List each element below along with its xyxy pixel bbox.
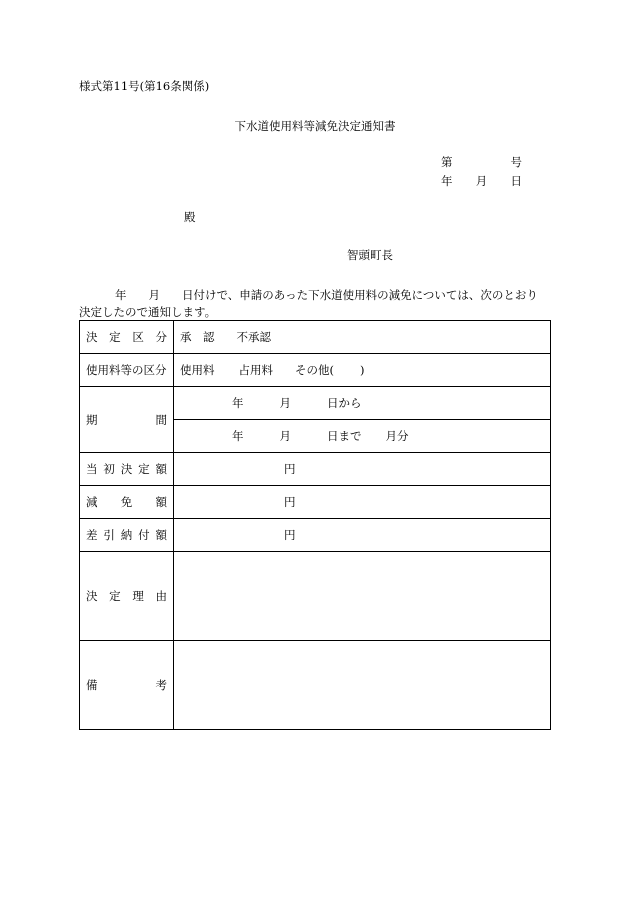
yen-unit: 円: [284, 462, 296, 476]
option-approved[interactable]: 承 認: [180, 330, 215, 344]
table-row-net-amount: [80, 519, 551, 552]
label-char: 付: [138, 528, 150, 542]
label-char: 免: [120, 495, 133, 509]
sender-name: 智頭町長: [347, 248, 393, 262]
ref-suffix: 号: [510, 155, 522, 169]
decision-table: [79, 320, 551, 730]
label-char: 減: [86, 495, 98, 509]
notice-body: [79, 287, 551, 321]
reduction-amount-value[interactable]: [174, 486, 551, 519]
table-row-initial-amount: [80, 453, 551, 486]
option-other[interactable]: その他(: [295, 363, 334, 377]
label-char: 当: [86, 462, 98, 476]
label-char: 決: [120, 462, 133, 476]
option-usage-fee[interactable]: 使用料: [180, 363, 215, 377]
from-year: 年: [232, 396, 244, 410]
label-char: 決: [86, 589, 98, 603]
reduction-amount-label: [80, 486, 174, 519]
to-day: 日まで: [327, 429, 362, 443]
label-char: 差: [86, 528, 98, 542]
to-month: 月: [279, 429, 291, 443]
date-month: 月: [475, 174, 488, 188]
label-char: 額: [155, 528, 167, 542]
label-char: 由: [155, 589, 167, 603]
option-not-approved[interactable]: 不承認: [236, 330, 271, 344]
label-char: 納: [120, 528, 133, 542]
decision-division-label: [80, 321, 174, 354]
label-char: 分: [155, 330, 167, 344]
fee-division-label: 使用料等の区分: [80, 354, 174, 387]
label-char: 定: [138, 462, 150, 476]
months-count: 月分: [385, 429, 409, 443]
initial-amount-label: [80, 453, 174, 486]
from-day: 日から: [327, 396, 362, 410]
net-amount-value[interactable]: [174, 519, 551, 552]
remarks-label: [80, 641, 174, 730]
reason-label: [80, 552, 174, 641]
label-char: 理: [132, 589, 144, 603]
label-char: 決: [86, 330, 98, 344]
net-amount-label: [80, 519, 174, 552]
period-from-value[interactable]: [174, 387, 551, 420]
initial-amount-value[interactable]: [174, 453, 551, 486]
label-char: 額: [155, 495, 167, 509]
yen-unit: 円: [284, 495, 296, 509]
body-line-1-text: 日付けで、申請のあった下水道使用料の減免については、次のとおり: [182, 288, 538, 302]
document-title: 下水道使用料等減免決定通知書: [234, 119, 396, 133]
date-day: 日: [510, 174, 522, 188]
body-line-1: [79, 287, 551, 304]
label-char: 額: [155, 462, 167, 476]
form-number: 様式第11号(第16条関係): [79, 79, 210, 93]
label-char: 考: [155, 678, 167, 692]
table-row-remarks: [80, 641, 551, 730]
label-char: 定: [109, 330, 121, 344]
label-char: 初: [103, 462, 115, 476]
option-other-close: ): [360, 363, 365, 377]
label-char: 区: [132, 330, 144, 344]
label-char: 備: [86, 678, 98, 692]
label-char: 引: [103, 528, 115, 542]
decision-division-value[interactable]: [174, 321, 551, 354]
table-row-reduction-amount: [80, 486, 551, 519]
option-occupancy-fee[interactable]: 占用料: [238, 363, 273, 377]
table-row-decision-division: [80, 321, 551, 354]
reason-value[interactable]: [174, 552, 551, 641]
date-year: 年: [441, 174, 453, 188]
ref-prefix: 第: [441, 155, 453, 169]
period-label: [80, 387, 174, 453]
fee-division-value[interactable]: [174, 354, 551, 387]
reference-number: [441, 157, 522, 169]
label-char: 定: [109, 589, 121, 603]
yen-unit: 円: [284, 528, 296, 542]
remarks-value[interactable]: [174, 641, 551, 730]
table-row-period-from: [80, 387, 551, 420]
body-month: 月: [148, 288, 160, 302]
from-month: 月: [279, 396, 291, 410]
label-char: 間: [155, 412, 167, 427]
body-line-2: 決定したので通知します。: [79, 305, 217, 319]
label-char: 期: [86, 412, 98, 427]
issue-date: [441, 176, 522, 188]
table-row-fee-division: [80, 354, 551, 387]
to-year: 年: [232, 429, 244, 443]
period-to-value[interactable]: [174, 420, 551, 453]
table-row-reason: [80, 552, 551, 641]
recipient-honorific: 殿: [184, 210, 196, 224]
body-year: 年: [115, 288, 127, 302]
